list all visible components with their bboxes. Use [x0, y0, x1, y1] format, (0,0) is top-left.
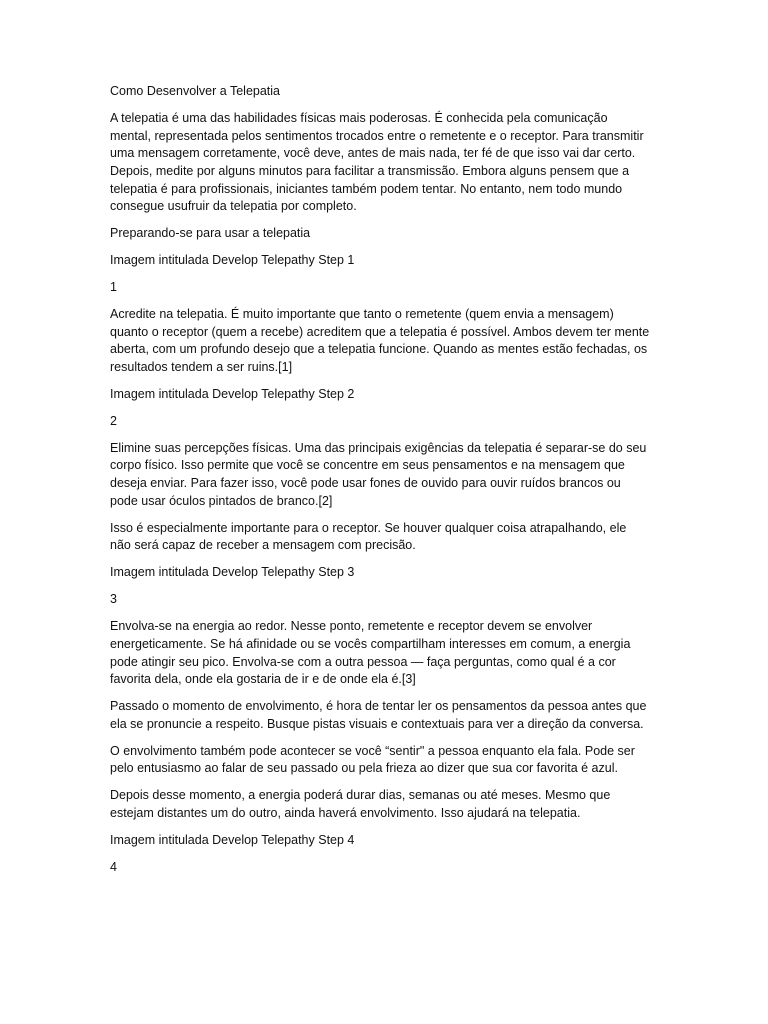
body-paragraph: Passado o momento de envolvimento, é hora de tentar ler os pensamentos da pessoa antes que ela se pronuncie a respeito. Busque pistas visuais e contextuais para ver a direção da conversa. — [110, 699, 647, 731]
section-heading: Preparando-se para usar a telepatia — [110, 226, 311, 241]
body-paragraph: Depois desse momento, a energia poderá durar dias, semanas ou até meses. Mesmo que estejam distantes um do outro, ainda haverá envolvimento. Isso ajudará na telepatia. — [110, 788, 611, 821]
intro-paragraph: A telepatia é uma das habilidades físicas mais poderosas. É conhecida pela comunicação mental, representada pelos sentimentos trocados entre o remetente e o receptor. Para transmitir uma mensagem corretamente, você deve, antes de mais nada, ter fé de que isso vai dar certo. Depois, medite por alguns minutos para facilitar a transmissão. Embora alguns pensem que a telepatia é para profissionais, iniciantes também podem tentar. No entanto, nem todo mundo consegue usufruir da telepatia por completo. — [110, 110, 644, 214]
image-caption: Imagem intitulada Develop Telepathy Step 1 — [110, 253, 355, 268]
step-paragraph: Elimine suas percepções físicas. Uma das principais exigências da telepatia é separar-se do seu corpo físico. Isso permite que você se concentre em seus pensamentos e na mensagem que deseja enviar. Para fazer isso, você pode usar fones de ouvido para ouvir ruídos brancos ou pode usar óculos pintados de branco.[2] — [110, 440, 647, 508]
document-body — [110, 83, 650, 886]
image-caption: Imagem intitulada Develop Telepathy Step 2 — [110, 386, 355, 401]
step-paragraph: Acredite na telepatia. É muito importante que tanto o remetente (quem envia a mensagem) quanto o receptor (quem a recebe) acreditem que a telepatia é possível. Ambos devem ter mente aberta, com um profundo desejo que a telepatia funcione. Quando as mentes estão fechadas, os resultados tendem a ser ruins.[1] — [110, 306, 650, 375]
body-paragraph: Isso é especialmente importante para o receptor. Se houver qualquer coisa atrapalhando, ele não será capaz de receber a mensagem com precisão. — [110, 520, 627, 553]
image-caption: Imagem intitulada Develop Telepathy Step 3 — [110, 565, 355, 580]
document-title: Como Desenvolver a Telepatia — [110, 84, 281, 98]
step-paragraph: Envolva-se na energia ao redor. Nesse ponto, remetente e receptor devem se envolver energeticamente. Se há afinidade ou se vocês compartilham interesses em comum, a energia pode atingir seu pico. Envolva-se com a outra pessoa — faça perguntas, como qual é a cor favorita dela, onde ela gostaria de ir e de onde ela é.[3] — [110, 619, 631, 687]
step-number: 4 — [110, 859, 117, 874]
image-caption: Imagem intitulada Develop Telepathy Step 4 — [110, 832, 355, 847]
step-number: 3 — [110, 592, 117, 607]
step-number: 2 — [110, 413, 117, 428]
step-number: 1 — [110, 280, 117, 295]
body-paragraph: O envolvimento também pode acontecer se você “sentir" a pessoa enquanto ela fala. Pode ser pelo entusiasmo ao falar de seu passado ou pela frieza ao dizer que sua cor favorita é azul. — [110, 743, 635, 776]
